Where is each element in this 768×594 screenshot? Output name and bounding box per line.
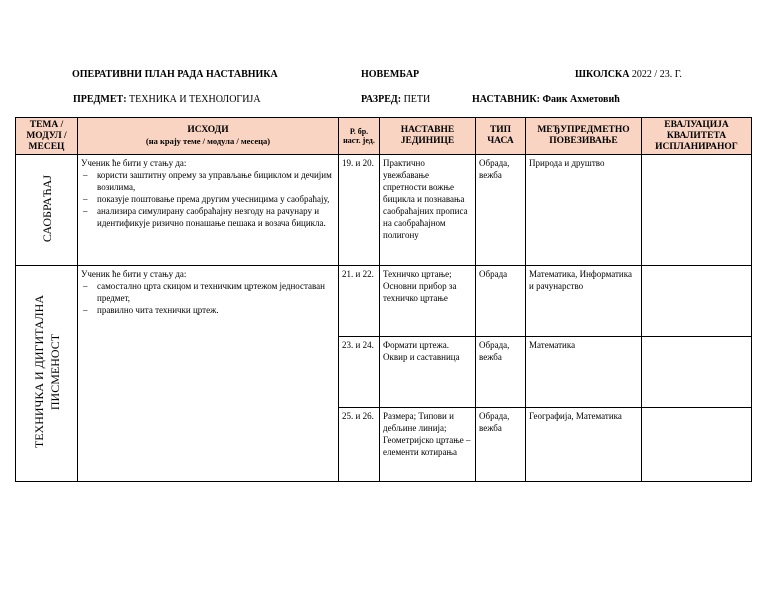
- lesson-evaluation: [642, 155, 752, 266]
- lesson-number: 21. и 22.: [339, 266, 380, 337]
- lesson-unit: Практично увежбавање спретности вожње бицикла и познавања саобраћајних прописа на саобраћајном полигону: [380, 155, 476, 266]
- outcomes-intro: Ученик ће бити у стању да:: [81, 269, 187, 279]
- list-item: – анализира симулирану саобраћајну незгоду на рачунару и идентификује ризично понашање пешака и возача бицикла.: [81, 205, 335, 229]
- plan-title: ОПЕРАТИВНИ ПЛАН РАДА НАСТАВНИКА: [72, 69, 278, 80]
- subject: [73, 94, 261, 105]
- lesson-links: Географија, Математика: [526, 408, 642, 482]
- school-year: [575, 69, 682, 80]
- theme-cell: [16, 155, 78, 266]
- month: НОВЕМБАР: [361, 69, 420, 80]
- theme-label: САОБРАЋАЈ: [39, 174, 54, 243]
- outcomes-cell: [78, 266, 339, 482]
- lesson-type: Обрада, вежба: [476, 337, 526, 408]
- lesson-unit: Размера; Типови и дебљине линија; Геометријско цртање – елементи котирања: [380, 408, 476, 482]
- theme-label: ТЕХНИЧКА И ДИГИТАЛНА ПИСМЕНОСТ: [31, 295, 62, 449]
- list-item: – самостално црта скицом и техничким цртежом једноставан предмет,: [81, 280, 335, 304]
- lesson-number: 23. и 24.: [339, 337, 380, 408]
- outcomes-intro: Ученик ће бити у стању да:: [81, 158, 187, 168]
- col-theme: ТЕМА / МОДУЛ / МЕСЕЦ: [16, 118, 78, 155]
- col-type: ТИП ЧАСА: [476, 118, 526, 155]
- plan-table: [15, 117, 752, 482]
- outcomes-list: [81, 169, 335, 229]
- list-item: – показује поштовање према другим учесницима у саобраћају,: [81, 193, 335, 205]
- col-units: НАСТАВНЕ ЈЕДИНИЦЕ: [380, 118, 476, 155]
- lesson-type: Обрада: [476, 266, 526, 337]
- outcomes-list: [81, 280, 335, 316]
- lesson-type: Обрада, вежба: [476, 155, 526, 266]
- lesson-number: 25. и 26.: [339, 408, 380, 482]
- grade-label: РАЗРЕД:: [361, 94, 402, 105]
- lesson-links: Математика, Информатика и рачунарство: [526, 266, 642, 337]
- lesson-evaluation: [642, 266, 752, 337]
- lesson-unit: Формати цртежа. Оквир и саставница: [380, 337, 476, 408]
- lesson-unit: Техничко цртање; Основни прибор за техничко цртање: [380, 266, 476, 337]
- lesson-links: Математика: [526, 337, 642, 408]
- teacher-value: Фаик Ахметовић: [542, 94, 620, 105]
- teacher-label: НАСТАВНИК:: [472, 94, 540, 105]
- lesson-evaluation: [642, 408, 752, 482]
- subject-value: ТЕХНИКА И ТЕХНОЛОГИЈА: [129, 94, 261, 105]
- table-row: [16, 155, 752, 266]
- school-year-value: 2022 / 23. Г.: [631, 69, 682, 80]
- subject-label: ПРЕДМЕТ:: [73, 94, 127, 105]
- lesson-links: Природа и друштво: [526, 155, 642, 266]
- list-item: – користи заштитну опрему за управљање бициклом и дечијим возилима,: [81, 169, 335, 193]
- outcomes-cell: [78, 155, 339, 266]
- lesson-number: 19. и 20.: [339, 155, 380, 266]
- col-lesson-number: Р. бр. наст. јед.: [339, 118, 380, 155]
- lesson-evaluation: [642, 337, 752, 408]
- lesson-type: Обрада, вежба: [476, 408, 526, 482]
- col-evaluation: ЕВАЛУАЦИЈА КВАЛИТЕТА ИСПЛАНИРАНОГ: [642, 118, 752, 155]
- list-item: – правилно чита технички цртеж.: [81, 304, 335, 316]
- grade: [361, 94, 430, 105]
- table-row: [16, 266, 752, 337]
- school-year-label: ШКОЛСКА: [575, 69, 630, 80]
- col-outcomes: [78, 118, 339, 155]
- teacher: [472, 94, 620, 105]
- grade-value: ПЕТИ: [403, 94, 431, 105]
- theme-cell: [16, 266, 78, 482]
- col-outcomes-subtitle: (на крају теме / модула / месеца): [145, 136, 271, 146]
- col-outcomes-title: ИСХОДИ: [187, 125, 229, 135]
- col-links: МЕЂУПРЕДМЕТНО ПОВЕЗИВАЊЕ: [526, 118, 642, 155]
